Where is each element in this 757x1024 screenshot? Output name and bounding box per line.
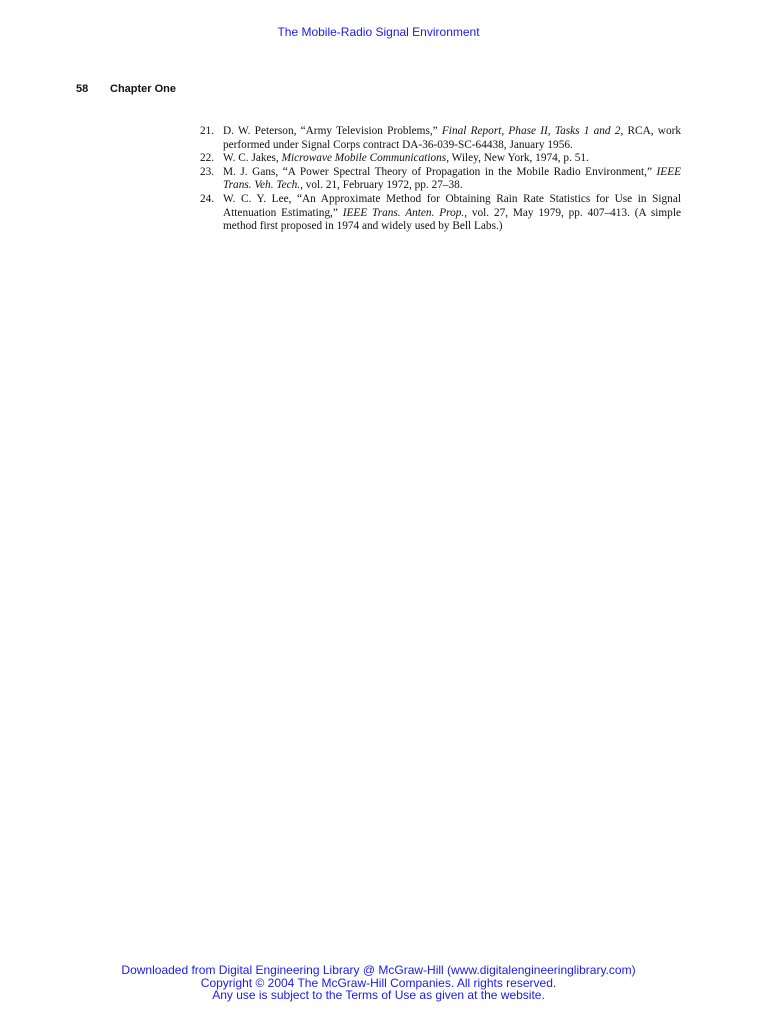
reference-details: Wiley, New York, 1974, p. 51. — [449, 152, 589, 165]
reference-details: vol. 21, February 1972, pp. 27–38. — [302, 179, 463, 192]
reference-number: 24. — [200, 192, 215, 205]
reference-text: W. C. Y. Lee, “An Approximate Method for Obtaining Rain Rate Statistics for Use in Signal Attenuation Estimating,” — [223, 192, 681, 219]
chapter-title: Chapter One — [110, 83, 177, 95]
reference-item — [196, 152, 681, 166]
reference-text: W. C. Jakes, — [223, 152, 282, 165]
reference-list — [196, 125, 681, 234]
reference-source: Microwave Mobile Communications, — [281, 152, 450, 165]
reference-text: D. W. Peterson, “Army Television Problems,” — [223, 125, 442, 137]
reference-item — [196, 125, 681, 152]
footer-terms-link[interactable]: Any use is subject to the Terms of Use as given at the website. — [212, 988, 545, 1002]
reference-number: 22. — [200, 152, 215, 165]
footer-download-link[interactable]: Downloaded from Digital Engineering Library @ McGraw-Hill (www.digitalengineeringlibrary.com) — [121, 963, 636, 977]
reference-number: 23. — [200, 165, 215, 178]
footer-copyright-link[interactable]: Copyright © 2004 The McGraw-Hill Companies. All rights reserved. — [200, 975, 557, 990]
reference-item — [196, 166, 681, 193]
reference-number: 21. — [200, 125, 215, 137]
reference-source: Final Report, Phase II, Tasks 1 and 2, — [441, 125, 624, 137]
reference-source: IEEE Trans. Veh. Tech., — [223, 165, 681, 192]
reference-source: IEEE Trans. Anten. Prop., — [342, 206, 468, 219]
running-head — [76, 83, 176, 95]
footer — [0, 964, 757, 1002]
header-link[interactable]: The Mobile-Radio Signal Environment — [277, 25, 480, 39]
reference-details: vol. 27, May 1979, pp. 407–413. (A simple method first proposed in 1974 and widely used by Bell Labs.) — [223, 206, 681, 233]
reference-text: M. J. Gans, “A Power Spectral Theory of Propagation in the Mobile Radio Environment,” — [223, 165, 657, 178]
reference-item — [196, 193, 681, 234]
page-number: 58 — [76, 83, 89, 95]
reference-details: RCA, work performed under Signal Corps contract DA-36-039-SC-64438, January 1956. — [223, 125, 682, 151]
